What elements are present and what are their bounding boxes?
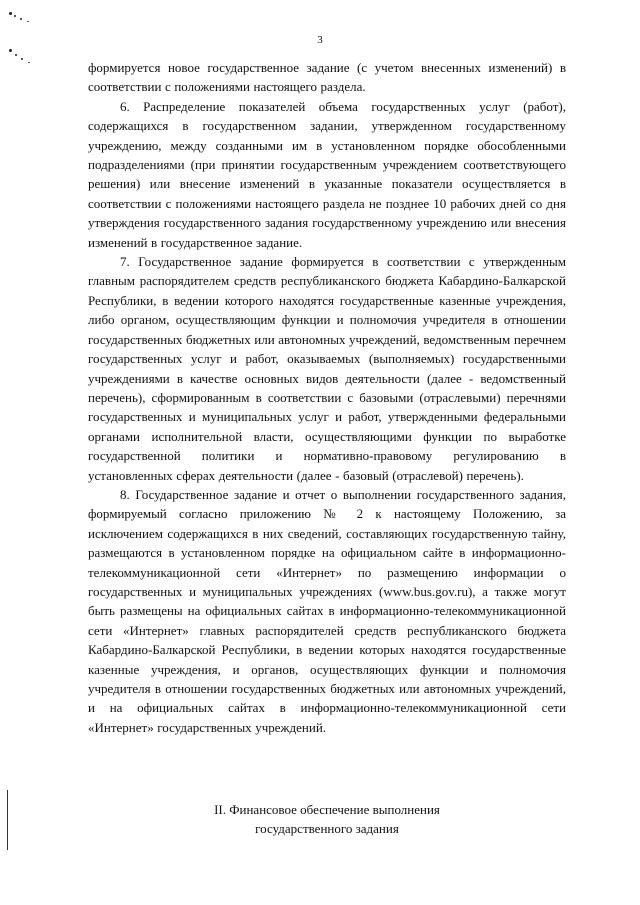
document-body [88, 58, 566, 737]
scan-speck [14, 15, 16, 17]
page-number: 3 [317, 34, 323, 46]
scan-speck [9, 49, 12, 52]
scan-speck [28, 62, 30, 63]
scan-speck [21, 58, 23, 60]
paragraph-6: 6. Распределение показателей объема государственных услуг (работ), содержащихся в государственном задании, утвержденном государственному учреждению, между созданными им в установленном порядке обособленными подразделениями (при принятии государственным учреждением соответствующего решения) или внесение изменений в указанные показатели осуществляется в соответствии с положениями настоящего раздела не позднее 10 рабочих дней со дня утверждения государственного задания государственному учреждению или внесения изменений в государственное задание. [88, 98, 566, 250]
paragraph-7: 7. Государственное задание формируется в соответствии с утвержденным главным распорядителем средств республиканского бюджета Кабардино-Балкарской Республики, в ведении которого находятся государственные казенные учреждения, либо органом, осуществляющим функции и полномочия учредителя в отношении государственных бюджетных или автономных учреждений, ведомственным перечнем государственных услуг и работ, оказываемых (выполняемых) государственными учреждениями в качестве основных видов деятельности (далее - ведомственный перечень), сформированным в соответствии с базовыми (отраслевыми) перечнями государственных и муниципальных услуг и работ, утвержденными федеральными органами исполнительной власти, осуществляющими функции по выработке государственной политики и нормативно-правовому регулированию в установленных сферах деятельности (далее - базовый (отраслевой) перечень). [88, 254, 566, 483]
section-title-line-2: государственного задания [255, 821, 399, 837]
binding-mark [7, 790, 8, 850]
scan-speck [20, 18, 22, 20]
paragraph-8: 8. Государственное задание и отчет о выполнении государственного задания, формируемый согласно приложению № 2 к настоящему Положению, за исключением содержащихся в них сведений, составляющих государственную тайну, размещаются в установленном порядке на официальном сайте в информационно-телекоммуникационной сети «Интернет» по размещению информации о государственных и муниципальных учреждениях (www.bus.gov.ru), а также могут быть размещены на официальных сайтах в информационно-телекоммуникационной сети «Интернет» главных распорядителей средств республиканского бюджета Кабардино-Балкарской Республики, в ведении которых находятся государственные казенные учреждения, и органов, осуществляющих функции и полномочия учредителя в отношении государственных бюджетных или автономных учреждений, и на официальных сайтах в информационно-телекоммуникационной сети «Интернет» государственных учреждений. [88, 486, 566, 735]
scan-speck [27, 21, 29, 22]
scan-speck [9, 12, 12, 15]
section-title-line-1: II. Финансовое обеспечение выполнения [214, 802, 440, 817]
paragraph-continuation: формируется новое государственное задание (с учетом внесенных изменений) в соответствии с положениями настоящего раздела. [88, 60, 566, 95]
section-heading [88, 800, 566, 839]
scan-speck [15, 54, 17, 56]
